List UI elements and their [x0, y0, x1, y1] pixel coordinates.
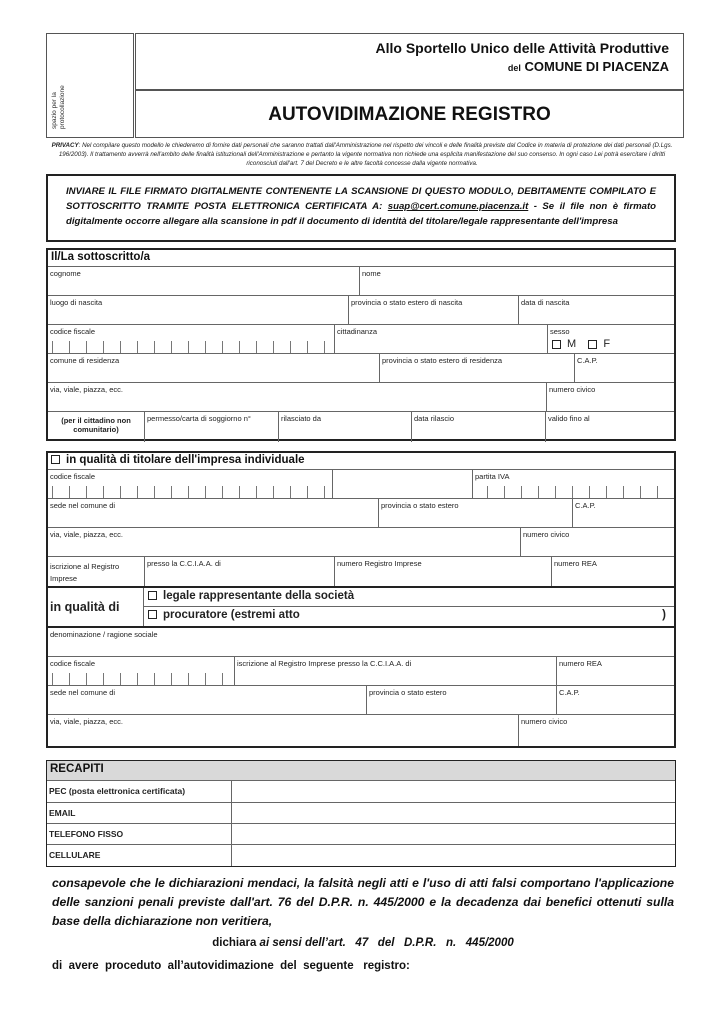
- pec-label: PEC (posta elettronica certificata): [47, 781, 232, 802]
- numero-ri-field[interactable]: numero Registro Imprese: [335, 557, 552, 586]
- legale-checkbox[interactable]: [148, 591, 157, 600]
- cap-field[interactable]: C.A.P.: [575, 501, 596, 510]
- pec-input[interactable]: [232, 781, 675, 802]
- title-box: [135, 90, 684, 138]
- legale-option: legale rappresentante della società: [144, 588, 674, 607]
- codice-fiscale-societa-field[interactable]: codice fiscale: [48, 657, 235, 685]
- data-nascita-field[interactable]: data di nascita: [521, 298, 570, 307]
- luogo-nascita-field[interactable]: luogo di nascita: [48, 296, 349, 324]
- permesso-field[interactable]: permesso/carta di soggiorno n°: [145, 412, 279, 442]
- civico-societa-field[interactable]: numero civico: [521, 717, 568, 726]
- non-comunitario-label: (per il cittadino non comunitario): [48, 412, 145, 442]
- provincia-societa-field[interactable]: provincia o stato estero: [367, 686, 557, 714]
- recipient-box: [135, 33, 684, 90]
- consapevole-text: consapevole che le dichiarazioni mendaci, la falsità negli atti e l'uso di atti falsi comportano l'applicazione delle sanzioni penali previste dall'art. 76 del D.P.R. n. 445/2000 e la decadenza dai benefici ottenuti sulla base della dichiarazione non veritiera,: [52, 876, 674, 928]
- partita-iva-field[interactable]: partita IVA: [473, 470, 674, 498]
- protocol-label: spazio per la protocollazione: [51, 85, 66, 129]
- send-notice: [46, 174, 676, 242]
- comune-line: [508, 59, 669, 74]
- comune-prefix: del: [507, 63, 521, 73]
- via-societa-field[interactable]: via, viale, piazza, ecc.: [48, 715, 519, 746]
- protocol-space: [46, 33, 134, 138]
- via-field[interactable]: via, viale, piazza, ecc.: [48, 383, 547, 411]
- page-title: AUTOVIDIMAZIONE REGISTRO: [268, 104, 551, 125]
- sede-societa-field[interactable]: sede nel comune di: [48, 686, 367, 714]
- privacy-note: [50, 141, 674, 168]
- procuratore-option: procuratore (estremi atto ): [144, 607, 674, 623]
- valido-field[interactable]: valido fino al: [548, 414, 590, 423]
- codice-fiscale-field[interactable]: codice fiscale: [48, 325, 335, 353]
- rilasciato-field[interactable]: rilasciato da: [279, 412, 412, 442]
- iscrizione-label: iscrizione al Registro Imprese: [48, 557, 145, 586]
- cittadinanza-field[interactable]: cittadinanza: [335, 325, 548, 353]
- sesso-f-checkbox[interactable]: [588, 340, 597, 349]
- titolare-option: in qualità di titolare dell'impresa individuale: [48, 453, 674, 470]
- sesso-field: sesso M F: [550, 327, 611, 350]
- denominazione-field[interactable]: denominazione / ragione sociale: [50, 630, 158, 639]
- cognome-field[interactable]: cognome: [48, 267, 360, 295]
- section-title: Il/La sottoscritto/a: [48, 250, 674, 267]
- iscrizione-cciaa-field[interactable]: iscrizione al Registro Imprese presso la C.C.I.A.A. di: [235, 657, 557, 685]
- in-qualita-label: in qualità di: [48, 588, 144, 626]
- civico-field[interactable]: numero civico: [523, 530, 570, 539]
- notice-text: INVIARE IL FILE FIRMATO DIGITALMENTE CONTENENTE LA SCANSIONE DI QUESTO MODULO, DEBITAMENTE COMPILATO E SOTTOSCRITTO TRAMITE POSTA ELETTRONICA CERTIFICATA A:: [66, 186, 656, 212]
- cellulare-label: CELLULARE: [47, 845, 232, 866]
- recapiti-title: RECAPITI: [47, 761, 675, 781]
- rea-societa-field[interactable]: numero REA: [559, 659, 602, 668]
- privacy-label: PRIVACY: [51, 142, 79, 149]
- via-field[interactable]: via, viale, piazza, ecc.: [48, 528, 521, 556]
- suap-email-link[interactable]: suap@cert.comune.piacenza.it: [387, 201, 529, 212]
- codice-fiscale-field[interactable]: codice fiscale: [48, 470, 333, 498]
- titolare-checkbox[interactable]: [51, 455, 60, 464]
- email-input[interactable]: [232, 803, 675, 823]
- cf-extra-field[interactable]: [333, 470, 473, 498]
- cellulare-input[interactable]: [232, 845, 675, 866]
- email-label: EMAIL: [47, 803, 232, 823]
- recipient: Allo Sportello Unico delle Attività Produttive: [375, 40, 669, 56]
- provincia-residenza-field[interactable]: provincia o stato estero di residenza: [380, 354, 575, 382]
- cciaa-field[interactable]: presso la C.C.I.A.A. di: [145, 557, 335, 586]
- provincia-field[interactable]: provincia o stato estero: [379, 499, 573, 527]
- civico-field[interactable]: numero civico: [549, 385, 596, 394]
- sesso-m-checkbox[interactable]: [552, 340, 561, 349]
- cap-societa-field[interactable]: C.A.P.: [559, 688, 580, 697]
- nome-field[interactable]: nome: [362, 269, 381, 278]
- privacy-text: : Nel compilare questo modello le chiederemo di fornire dati personali che saranno trattati dall'Amministrazione nel rispetto dei vincoli e delle finalità previste dal Codice in materia di protezione dei dati personali (D.Lgs. 196/2003). Il trattamento avverrà nell'ambito delle finalità istituzionali dell'Amministrazione e pertanto la vigente normativa non richiede una esplicita manifestazione del suo consenso. In ogni caso Lei potrà esercitare i diritti riconosciuti dall'art. 7 del Decreto e le altre facoltà concesse dalla vigente normativa.: [58, 142, 673, 167]
- section-impresa: [46, 451, 676, 748]
- comune-residenza-field[interactable]: comune di residenza: [48, 354, 380, 382]
- autovidimazione-line: di avere proceduto all’autovidimazione del seguente registro:: [52, 960, 410, 972]
- provincia-nascita-field[interactable]: provincia o stato estero di nascita: [349, 296, 519, 324]
- section-sottoscritto: [46, 248, 676, 441]
- section-recapiti: [46, 760, 676, 867]
- procuratore-checkbox[interactable]: [148, 610, 157, 619]
- comune: COMUNE DI PIACENZA: [524, 59, 669, 74]
- notice-text-2: - Se il file non è firmato digitalmente occorre allegare alla scansione in pdf il documento di identità del titolare/legale rappresentante dell'impresa: [66, 201, 656, 227]
- sede-field[interactable]: sede nel comune di: [48, 499, 379, 527]
- telefono-label: TELEFONO FISSO: [47, 824, 232, 844]
- rea-field[interactable]: numero REA: [554, 559, 597, 568]
- dichiara-line: dichiara ai sensi dell’art. 47 del D.P.R. n. 445/2000: [212, 937, 514, 949]
- data-rilascio-field[interactable]: data rilascio: [412, 412, 546, 442]
- cap-field[interactable]: C.A.P.: [577, 356, 598, 365]
- telefono-input[interactable]: [232, 824, 675, 844]
